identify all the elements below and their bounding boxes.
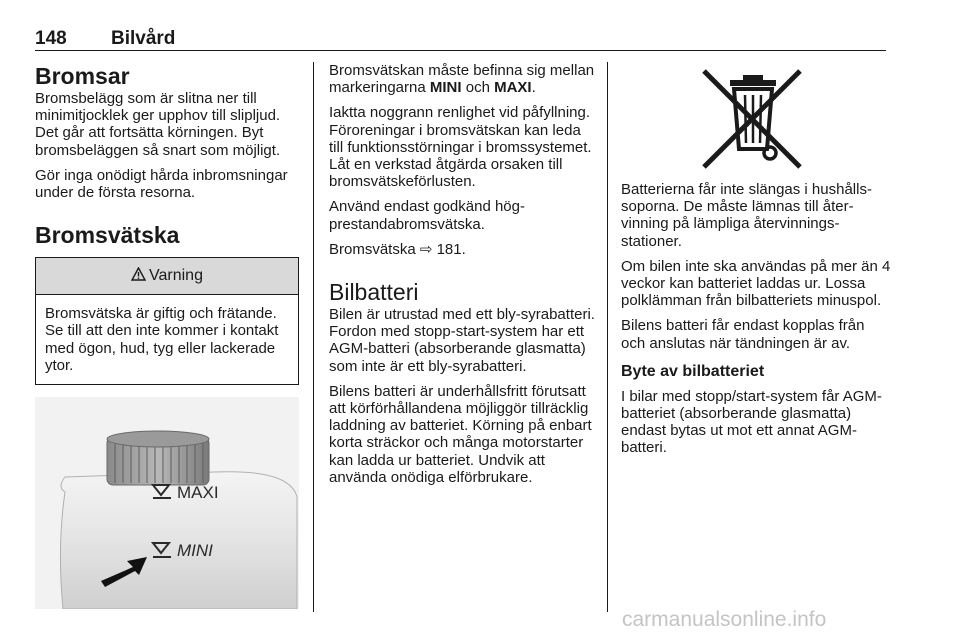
page-number: 148 <box>35 28 67 49</box>
paragraph: Bilen är utrustad med ett bly-syrabatteri. Fordon med stopp-start-system har ett AGM-batteri (absorberande glasmatta) som inte är ett bly-syrabatteri. <box>329 306 595 375</box>
paragraph: Bromsbelägg som är slitna ner till minimitjocklek ger upphov till slipljud. Det går att fortsätta körningen. Byt bromsbeläggen så snart som möjligt. <box>35 90 281 159</box>
page-header <box>35 28 885 52</box>
brake-fluid-reservoir-illustration <box>35 397 299 609</box>
max-label: MAXI <box>177 483 219 502</box>
maxi-label: MAXI <box>494 79 532 97</box>
section-heading-bilbatteri: Bilbatteri <box>329 279 419 306</box>
text-run: Bromsvätskan måste befinna sig mellan markeringarna <box>329 62 595 97</box>
min-label: MINI <box>177 541 213 560</box>
warning-body <box>36 295 298 384</box>
column-1 <box>35 62 299 385</box>
crossed-out-wheelie-bin-icon <box>700 67 806 169</box>
column-rule-1 <box>313 62 314 612</box>
section-heading-bromsvatska: Bromsvätska <box>35 222 180 249</box>
header-rule <box>35 50 886 51</box>
subheading-byte-av-bilbatteriet: Byte av bilbatteriet <box>621 362 765 380</box>
warning-header <box>36 258 298 295</box>
section-heading-bromsar: Bromsar <box>35 63 130 89</box>
text-run: . <box>531 79 536 97</box>
paragraph: Batterierna får inte slängas i hushållssoporna. De måste lämnas till återvinning på lämpliga återvinningsstationer. <box>621 181 872 250</box>
column-rule-2 <box>607 62 608 612</box>
paragraph: Bilens batteri är underhållsfritt förutsatt att körförhållandena möjliggör tillräcklig laddning av batteriet. Körning på enbart korta sträckor och många motorstarter kan ladda ur batteriet. Undvik att använda onödiga elförbrukare. <box>329 382 592 486</box>
warning-box <box>35 257 299 385</box>
paragraph: I bilar med stopp/start-system får AGM-batteriet (absorberande glasmatta) endast bytas ut mot ett annat AGM-batteri. <box>621 387 882 457</box>
paragraph: Gör inga onödigt hårda inbromsningar under de första resorna. <box>35 166 288 202</box>
warning-text: Bromsvätska är giftig och frätande. Se till att den inte kommer i kontakt med ögon, hud, tyg eller lackerade ytor. <box>45 305 279 374</box>
column-3 <box>621 181 891 465</box>
column-2 <box>329 62 595 494</box>
cross-reference[interactable]: Bromsvätska ⇨ 181. <box>329 240 466 258</box>
chapter-title: Bilvård <box>111 28 176 49</box>
paragraph: Om bilen inte ska användas på mer än 4 veckor kan batteriet laddas ur. Lossa polklämman från bilbatteriets minuspol. <box>621 257 891 310</box>
warning-triangle-icon <box>131 267 146 286</box>
warning-title: Varning <box>149 267 203 285</box>
watermark: carmanualsonline.info <box>622 608 827 631</box>
mini-label: MINI <box>429 79 462 97</box>
paragraph: Bilens batteri får endast kopplas från och anslutas när tändningen är av. <box>621 317 865 352</box>
paragraph-min-max <box>329 62 595 96</box>
paragraph: Iaktta noggrann renlighet vid påfyllning. Föroreningar i bromsvätskan kan leda till funktionsstörningar i bromssystemet. Låt en verkstad åtgärda orsaken till bromsvätskeförlusten. <box>329 104 592 191</box>
text-run: och <box>461 79 495 97</box>
paragraph: Använd endast godkänd högprestandabromsvätska. <box>329 198 525 233</box>
